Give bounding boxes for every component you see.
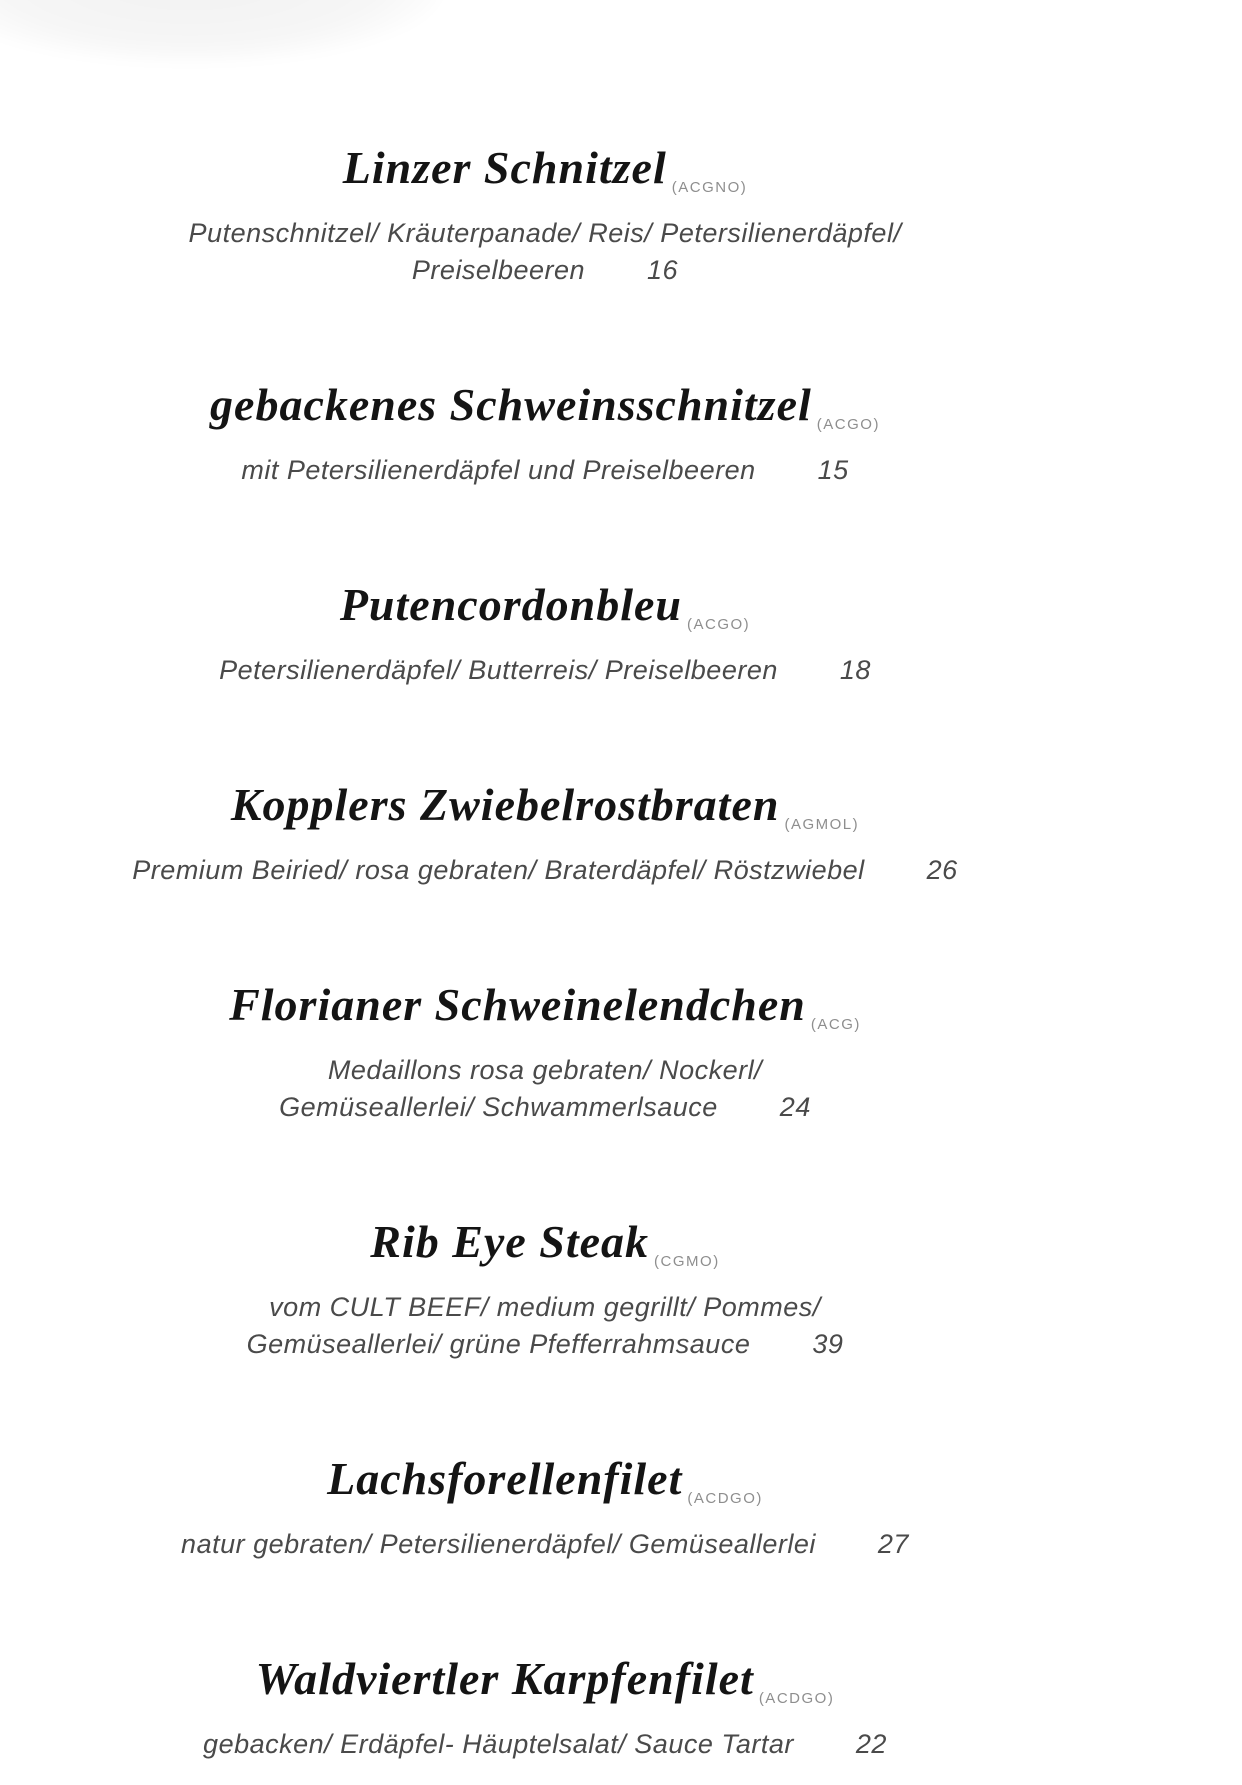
dish-description-line [0,1726,1090,1763]
menu-item [0,373,1090,489]
allergen-code: (ACGNO) [671,179,748,196]
dish-description-line [0,1089,1090,1126]
dish-description-text: Medaillons rosa gebraten/ Nockerl/ [327,1055,763,1085]
dish-description-line [0,252,1090,289]
menu-item [0,573,1090,689]
dish-description-line [0,1326,1090,1363]
dish-title-line [0,573,1090,648]
dish-price: 18 [839,655,871,685]
dish-name: Lachsforellenfilet [327,1453,683,1504]
dish-name: Linzer Schnitzel [342,142,667,193]
dish-title-line [0,1447,1090,1522]
dish-description-text: Putenschnitzel/ Kräuterpanade/ Reis/ Petersilienerdäpfel/ [188,218,902,248]
dish-name: Kopplers Zwiebelrostbraten [230,779,780,830]
dish-description-text: vom CULT BEEF/ medium gegrillt/ Pommes/ [269,1292,821,1322]
dish-description-text: Gemüseallerlei/ grüne Pfefferrahmsauce [246,1329,751,1359]
allergen-code: (ACG) [810,1016,861,1033]
dish-description-text: mit Petersilienerdäpfel und Preiselbeeren [241,455,756,485]
dish-title-line [0,973,1090,1048]
dish-description-line [0,452,1090,489]
menu-item [0,1647,1090,1763]
dish-description-text: Preiselbeeren [411,255,586,285]
dish-name: Florianer Schweinelendchen [229,979,806,1030]
dish-title-line [0,1210,1090,1285]
dish-price: 26 [926,855,958,885]
dish-description-line [0,652,1090,689]
menu-item [0,136,1090,289]
dish-description-line [0,1289,1090,1326]
allergen-code: (ACGO) [816,416,880,433]
dish-description-line [0,215,1090,252]
menu-item [0,1447,1090,1563]
menu-item [0,773,1090,889]
dish-description-text: gebacken/ Erdäpfel- Häuptelsalat/ Sauce Tartar [203,1729,794,1759]
menu-item [0,973,1090,1126]
dish-title-line [0,1647,1090,1722]
dish-price: 27 [877,1529,909,1559]
dish-description-text: Premium Beiried/ rosa gebraten/ Braterdäpfel/ Röstzwiebel [132,855,865,885]
allergen-code: (AGMOL) [784,816,860,833]
dish-description-line [0,1526,1090,1563]
dish-description-text: Gemüseallerlei/ Schwammerlsauce [279,1092,718,1122]
dish-title-line [0,373,1090,448]
dish-title-line [0,136,1090,211]
dish-price: 16 [647,255,679,285]
allergen-code: (ACGO) [686,616,751,633]
dish-description-text: natur gebraten/ Petersilienerdäpfel/ Gemüseallerlei [181,1529,816,1559]
dish-price: 39 [812,1329,844,1359]
dish-description-line [0,852,1090,889]
dish-price: 22 [855,1729,887,1759]
dish-name: Putencordonbleu [339,579,682,630]
dish-name: Rib Eye Steak [370,1216,650,1267]
dish-price: 24 [779,1092,811,1122]
dish-name: Waldviertler Karpfenfilet [255,1653,754,1704]
dish-description-text: Petersilienerdäpfel/ Butterreis/ Preiselbeeren [219,655,778,685]
dish-title-line [0,773,1090,848]
allergen-code: (ACDGO) [758,1690,835,1707]
allergen-code: (CGMO) [654,1253,720,1270]
allergen-code: (ACDGO) [687,1490,763,1507]
menu-item [0,1210,1090,1363]
dish-price: 15 [817,455,849,485]
dish-description-line [0,1052,1090,1089]
dish-name: gebackenes Schweinsschnitzel [210,379,812,430]
